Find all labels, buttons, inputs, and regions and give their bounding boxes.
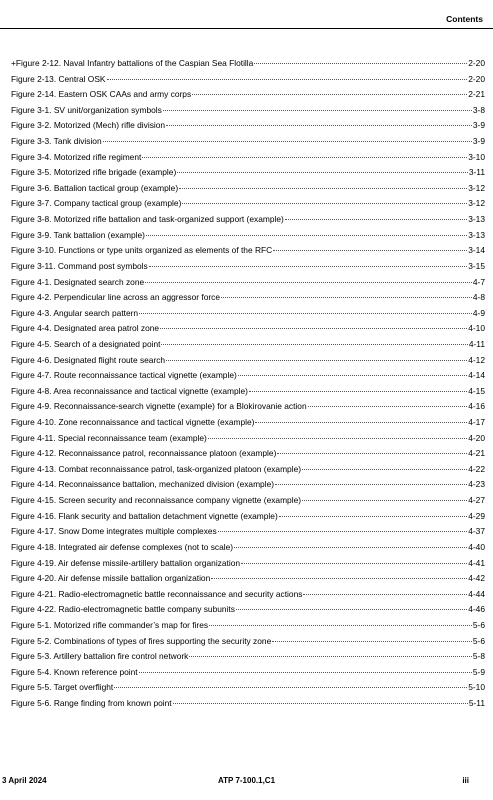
toc-entry-title: Figure 3-10. Functions or type units organized as elements of the RFC: [11, 245, 273, 256]
toc-entry-page: 3-12: [468, 182, 485, 193]
toc-entry[interactable]: [11, 415, 485, 431]
toc-entry[interactable]: [11, 634, 485, 650]
toc-entry-title: Figure 5-3. Artillery battalion fire control network: [11, 651, 189, 662]
toc-entry[interactable]: [11, 680, 485, 696]
toc-entry[interactable]: [11, 446, 485, 462]
toc-entry[interactable]: [11, 72, 485, 88]
dot-leader: [166, 117, 472, 126]
toc-entry-page: 4-29: [468, 510, 485, 521]
toc-entry-title: Figure 4-20. Air defense missile battalion organization: [11, 573, 211, 584]
toc-entry-page: 3-9: [472, 136, 485, 147]
toc-entry-page: 4-21: [468, 448, 485, 459]
table-of-figures: [11, 56, 485, 712]
toc-entry-title: Figure 5-2. Combinations of types of fires supporting the security zone: [11, 635, 272, 646]
header-rule: [0, 28, 493, 29]
toc-entry-page: 4-12: [468, 354, 485, 365]
toc-entry[interactable]: [11, 290, 485, 306]
toc-entry[interactable]: [11, 243, 485, 259]
footer-document-id: ATP 7-100.1,C1: [217, 776, 276, 785]
toc-entry[interactable]: [11, 602, 485, 618]
toc-entry-page: 4-37: [468, 526, 485, 537]
toc-entry-page: 3-12: [468, 198, 485, 209]
toc-entry-title: Figure 3-4. Motorized rifle regiment: [11, 151, 142, 162]
toc-entry-title: Figure 3-5. Motorized rifle brigade (example): [11, 167, 177, 178]
toc-entry-title: Figure 3-3. Tank division: [11, 136, 102, 147]
dot-leader: [139, 664, 472, 673]
dot-leader: [166, 352, 467, 361]
toc-entry[interactable]: [11, 228, 485, 244]
toc-entry-page: 5-6: [472, 635, 485, 646]
dot-leader: [236, 601, 467, 610]
dot-leader: [161, 336, 467, 345]
toc-entry-page: 4-27: [468, 495, 485, 506]
dot-leader: [142, 149, 467, 158]
toc-entry-title: Figure 5-4. Known reference point: [11, 666, 138, 677]
dot-leader: [182, 195, 467, 204]
toc-entry[interactable]: [11, 337, 485, 353]
toc-entry-page: 4-42: [468, 573, 485, 584]
dot-leader: [192, 86, 467, 95]
toc-entry[interactable]: [11, 165, 485, 181]
toc-entry[interactable]: [11, 571, 485, 587]
toc-entry-title: Figure 5-5. Target overflight: [11, 682, 114, 693]
toc-entry[interactable]: [11, 618, 485, 634]
dot-leader: [272, 633, 472, 642]
toc-entry-title: Figure 4-9. Reconnaissance-search vignette (example) for a Blokirovanie action: [11, 401, 307, 412]
dot-leader: [139, 305, 472, 314]
toc-entry-page: 4-40: [468, 541, 485, 552]
toc-entry[interactable]: [11, 259, 485, 275]
toc-entry-title: Figure 4-16. Flank security and battalion detachment vignette (example): [11, 510, 278, 521]
dot-leader: [273, 242, 467, 251]
toc-entry[interactable]: [11, 696, 485, 712]
toc-entry-page: 5-10: [468, 682, 485, 693]
toc-entry[interactable]: [11, 103, 485, 119]
dot-leader: [179, 180, 467, 189]
toc-entry-page: 4-16: [468, 401, 485, 412]
toc-entry-title: Figure 4-17. Snow Dome integrates multiple complexes: [11, 526, 217, 537]
dot-leader: [208, 430, 467, 439]
dot-leader: [275, 476, 467, 485]
toc-entry-title: Figure 4-7. Route reconnaissance tactical vignette (example): [11, 370, 237, 381]
dot-leader: [255, 414, 467, 423]
toc-entry-page: 3-10: [468, 151, 485, 162]
toc-entry-page: 3-14: [468, 245, 485, 256]
toc-entry-page: 2-20: [468, 73, 485, 84]
toc-entry[interactable]: [11, 212, 485, 228]
toc-entry-page: 4-8: [472, 292, 485, 303]
dot-leader: [249, 383, 467, 392]
toc-entry-page: 4-15: [468, 385, 485, 396]
page-header-title: Contents: [446, 14, 483, 24]
toc-entry-page: 4-14: [468, 370, 485, 381]
toc-entry-title: Figure 4-3. Angular search pattern: [11, 307, 139, 318]
dot-leader: [173, 695, 468, 704]
toc-entry-title: Figure 4-14. Reconnaissance battalion, mechanized division (example): [11, 479, 275, 490]
dot-leader: [254, 55, 467, 64]
toc-entry-page: 4-41: [468, 557, 485, 568]
toc-entry-page: 4-17: [468, 417, 485, 428]
dot-leader: [163, 102, 472, 111]
toc-entry-title: Figure 4-11. Special reconnaissance team (example): [11, 432, 207, 443]
toc-entry[interactable]: [11, 477, 485, 493]
dot-leader: [177, 164, 468, 173]
toc-entry-page: 3-15: [468, 260, 485, 271]
toc-entry-page: 4-7: [472, 276, 485, 287]
toc-entry[interactable]: [11, 353, 485, 369]
toc-entry[interactable]: [11, 462, 485, 478]
toc-entry-page: 4-44: [468, 588, 485, 599]
dot-leader: [146, 227, 467, 236]
toc-entry[interactable]: [11, 509, 485, 525]
toc-entry-title: Figure 3-9. Tank battalion (example): [11, 229, 145, 240]
dot-leader: [218, 523, 467, 532]
toc-entry-title: +Figure 2-12. Naval Infantry battalions of the Caspian Sea Flotilla: [11, 58, 254, 68]
dot-leader: [279, 508, 467, 517]
toc-entry[interactable]: [11, 56, 485, 72]
toc-entry-title: Figure 5-6. Range finding from known point: [11, 697, 172, 708]
toc-entry-title: Figure 4-18. Integrated air defense complexes (not to scale): [11, 541, 234, 552]
toc-entry-page: 4-9: [472, 307, 485, 318]
toc-entry-title: Figure 4-22. Radio-electromagnetic battle company subunits: [11, 604, 235, 615]
toc-entry-page: 3-11: [468, 167, 485, 178]
toc-entry[interactable]: [11, 87, 485, 103]
toc-entry-title: Figure 4-5. Search of a designated point: [11, 338, 161, 349]
toc-entry[interactable]: [11, 321, 485, 337]
footer-page-number: iii: [462, 776, 469, 785]
dot-leader: [308, 398, 468, 407]
toc-entry-page: 2-21: [468, 89, 485, 100]
toc-entry-title: Figure 3-2. Motorized (Mech) rifle division: [11, 120, 166, 131]
toc-entry[interactable]: [11, 118, 485, 134]
toc-entry-page: 3-9: [472, 120, 485, 131]
toc-entry-title: Figure 4-8. Area reconnaissance and tactical vignette (example): [11, 385, 248, 396]
dot-leader: [160, 320, 467, 329]
dot-leader: [221, 289, 472, 298]
dot-leader: [302, 461, 467, 470]
toc-entry[interactable]: [11, 181, 485, 197]
dot-leader: [303, 586, 467, 595]
dot-leader: [241, 555, 467, 564]
toc-entry-page: 2-20: [468, 58, 485, 68]
toc-entry-title: Figure 3-8. Motorized rifle battalion and task-organized support (example): [11, 214, 284, 225]
toc-entry-title: Figure 3-7. Company tactical group (example): [11, 198, 182, 209]
toc-entry[interactable]: [11, 524, 485, 540]
toc-entry-title: Figure 4-6. Designated flight route search: [11, 354, 166, 365]
dot-leader: [238, 367, 467, 376]
toc-entry-title: Figure 2-13. Central OSK: [11, 73, 106, 84]
toc-entry-page: 4-11: [468, 338, 485, 349]
dot-leader: [103, 133, 472, 142]
toc-entry-page: 5-9: [472, 666, 485, 677]
dot-leader: [114, 679, 467, 688]
toc-entry-page: 4-20: [468, 432, 485, 443]
dot-leader: [145, 274, 472, 283]
dot-leader: [234, 539, 467, 548]
toc-entry-title: Figure 3-11. Command post symbols: [11, 260, 148, 271]
toc-entry-page: 5-8: [472, 651, 485, 662]
toc-entry-title: Figure 4-2. Perpendicular line across an aggressor force: [11, 292, 221, 303]
toc-entry[interactable]: [11, 649, 485, 665]
toc-entry[interactable]: [11, 399, 485, 415]
toc-entry-page: 3-8: [472, 104, 485, 115]
toc-entry[interactable]: [11, 368, 485, 384]
toc-entry-title: Figure 5-1. Motorized rifle commander’s map for fires: [11, 619, 209, 630]
dot-leader: [302, 492, 467, 501]
toc-entry-title: Figure 3-1. SV unit/organization symbols: [11, 104, 162, 115]
toc-entry-page: 3-13: [468, 214, 485, 225]
dot-leader: [189, 648, 472, 657]
toc-entry[interactable]: [11, 540, 485, 556]
toc-entry-page: 4-10: [468, 323, 485, 334]
toc-entry-title: Figure 4-10. Zone reconnaissance and tactical vignette (example): [11, 417, 255, 428]
toc-entry[interactable]: [11, 665, 485, 681]
toc-entry[interactable]: [11, 431, 485, 447]
toc-entry[interactable]: [11, 196, 485, 212]
dot-leader: [149, 258, 468, 267]
toc-entry[interactable]: [11, 493, 485, 509]
toc-entry-page: 5-11: [468, 697, 485, 708]
toc-entry-title: Figure 4-4. Designated area patrol zone: [11, 323, 160, 334]
toc-entry[interactable]: [11, 587, 485, 603]
toc-entry[interactable]: [11, 306, 485, 322]
toc-entry-title: Figure 4-13. Combat reconnaissance patrol, task-organized platoon (example): [11, 463, 302, 474]
dot-leader: [107, 71, 468, 80]
toc-entry[interactable]: [11, 134, 485, 150]
dot-leader: [211, 570, 467, 579]
toc-entry[interactable]: [11, 275, 485, 291]
toc-entry[interactable]: [11, 150, 485, 166]
toc-entry-page: 3-13: [468, 229, 485, 240]
dot-leader: [277, 445, 467, 454]
toc-entry[interactable]: [11, 556, 485, 572]
toc-entry-page: 4-23: [468, 479, 485, 490]
toc-entry[interactable]: [11, 384, 485, 400]
toc-entry-title: Figure 4-19. Air defense missile-artillery battalion organization: [11, 557, 241, 568]
toc-entry-title: Figure 4-15. Screen security and reconnaissance company vignette (example): [11, 495, 302, 506]
toc-entry-title: Figure 3-6. Battalion tactical group (example): [11, 182, 179, 193]
toc-entry-title: Figure 4-21. Radio-electromagnetic battle reconnaissance and security actions: [11, 588, 303, 599]
toc-entry-title: Figure 4-1. Designated search zone: [11, 276, 145, 287]
toc-entry-title: Figure 2-14. Eastern OSK CAAs and army corps: [11, 89, 192, 100]
dot-leader: [209, 617, 472, 626]
dot-leader: [285, 211, 467, 220]
toc-entry-page: 4-46: [468, 604, 485, 615]
toc-entry-page: 4-22: [468, 463, 485, 474]
toc-entry-page: 5-6: [472, 619, 485, 630]
footer-date: 3 April 2024: [2, 776, 47, 785]
toc-entry-title: Figure 4-12. Reconnaissance patrol, reconnaissance platoon (example): [11, 448, 277, 459]
